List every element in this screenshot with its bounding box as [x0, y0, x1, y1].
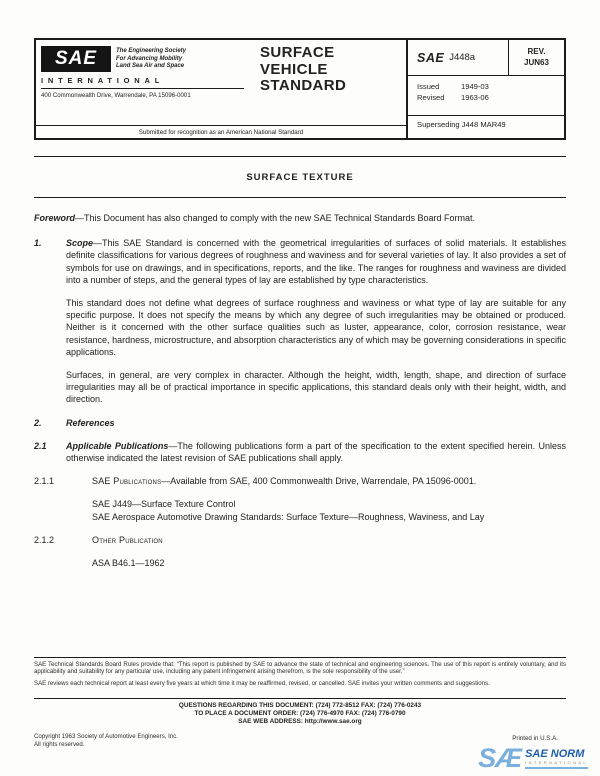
- section-applicable-publications: [34, 440, 566, 464]
- applicable-publications-label: Applicable Publications: [66, 440, 169, 451]
- publication-item: SAE Aerospace Automotive Drawing Standards: Surface Texture—Roughness, Waviness, and Lay: [92, 511, 485, 522]
- other-publication-label: Other Publication: [92, 534, 163, 545]
- header-main-area: [36, 40, 406, 138]
- revised-label: Revised: [417, 93, 445, 102]
- other-publication-list: [92, 557, 566, 569]
- superseding-note: Superseding J448 MAR49: [417, 120, 506, 129]
- international-label: INTERNATIONAL: [41, 76, 165, 85]
- order-line: TO PLACE A DOCUMENT ORDER: (724) 776-4970 FAX: (724) 776-0790: [194, 710, 406, 718]
- page-title: SURFACE TEXTURE: [34, 156, 566, 198]
- footer-contact-block: [34, 702, 566, 727]
- sae-norm-subtext: INTERNATIONAL: [525, 759, 588, 765]
- section-scope: [34, 237, 566, 405]
- footer-disclaimer: [34, 661, 566, 691]
- copyright-line: Copyright 1963 Society of Automotive Engineers, Inc.: [34, 733, 178, 740]
- revision-box: [508, 40, 564, 75]
- questions-line: QUESTIONS REGARDING THIS DOCUMENT: (724) 772-8512 FAX: (724) 776-0243: [178, 702, 422, 709]
- issued-label: Issued: [417, 82, 440, 91]
- sae-publications-text: —Available from SAE, 400 Commonwealth Drive, Warrendale, PA 15096-0001.: [161, 476, 477, 487]
- foreword-label: Foreword: [34, 213, 76, 223]
- foreword-paragraph: [34, 212, 566, 224]
- ansi-recognition-note: Submitted for recognition as an American National Standard: [36, 125, 406, 138]
- publication-item: ASA B46.1—1962: [92, 558, 165, 569]
- tagline-line-3: Land Sea Air and Space: [116, 63, 185, 69]
- sae-publication-list: [92, 498, 566, 522]
- doc-type-line-3: STANDARD: [260, 77, 347, 94]
- sae-tagline: [116, 46, 186, 71]
- scope-text-1: —This SAE Standard is concerned with the geometrical irregularities of surfaces of solid materials. It establishes definite classifications for various degrees of roughness and waviness and for several varieties of lay. It also provides a set of symbols for use on drawings, and in specifications, reports, and the like. The ranges for roughness and waviness are divided into a number of steps, and the general types of lay are established by type characteristics.: [66, 238, 566, 285]
- issue-history: [408, 76, 564, 116]
- sae-norm-logo: [478, 745, 588, 771]
- rev-value: JUN63: [524, 57, 549, 67]
- revised-date: 1963-06: [461, 93, 489, 102]
- document-number: [408, 40, 508, 75]
- sae-logo: SAE: [41, 46, 111, 72]
- sae-wordmark: SAE: [417, 50, 445, 65]
- applicable-publications-text: —The following publications form a part of the specification to the extent specified herein. Unless otherwise indicated the latest revision of SAE publications shall apply.: [66, 440, 566, 464]
- sae-publications-label: SAE Publications: [92, 476, 162, 487]
- footer-divider-top: [34, 657, 566, 658]
- applicable-publications-paragraph: [66, 440, 566, 464]
- rev-label: REV.: [527, 47, 546, 56]
- publication-item: SAE J449—Surface Texture Control: [92, 499, 236, 510]
- foreword-text: —This Document has also changed to comply with the new SAE Technical Standards Board Format.: [75, 213, 476, 223]
- section-number: 2.1.2: [34, 534, 55, 545]
- section-sae-publications: [34, 475, 566, 487]
- footer-divider-bottom: [34, 698, 566, 699]
- sae-norm-logo-glyph: SÆ: [478, 743, 522, 773]
- section-number: 2.: [34, 417, 42, 428]
- printed-in-usa: Printed in U.S.A.: [512, 735, 558, 742]
- section-other-publication: [34, 534, 566, 546]
- doc-number-value: J448a: [449, 52, 476, 63]
- sae-norm-wordmark: SAE NORM: [525, 747, 585, 760]
- header-right-column: [406, 40, 564, 138]
- web-address-line: SAE WEB ADDRESS: http://www.sae.org: [238, 718, 362, 726]
- scope-paragraph-2: This standard does not define what degrees of surface roughness and waviness or what type of lay are suitable for any specific purpose. It does not specify the means by which any degree of such irregularities may be obtained or produced. Neither is it concerned with the other surface qualities such as luster, appearance, color, corrosion resistance, wear resistance, hardness, microstructure, and absorption characteristics any of which may be governing considerations in specific applications.: [66, 298, 566, 357]
- sae-publications-paragraph: [92, 475, 566, 487]
- doc-type-line-1: SURFACE: [260, 44, 335, 61]
- references-label: References: [66, 417, 115, 428]
- section-number: 2.1.1: [34, 476, 55, 487]
- document-header: [34, 38, 566, 140]
- disclaimer-paragraph-2: SAE reviews each technical report at least every five years at which time it may be reaffirmed, revised, or cancelled. SAE invites your written comments and suggestions.: [34, 679, 490, 687]
- issued-date: 1949-03: [461, 82, 489, 91]
- sae-address: 400 Commonwealth Drive, Warrendale, PA 15096-0001: [41, 88, 244, 99]
- disclaimer-paragraph-1: SAE Technical Standards Board Rules provide that: “This report is published by SAE to advance the state of technical and engineering sciences. The use of this report is entirely voluntary, and its applicability and suitability for any particular use, including any patent infringement arising therefrom, is the sole responsibility of the user.”: [34, 661, 566, 676]
- doc-type-line-2: VEHICLE: [260, 60, 328, 78]
- tagline-line-2: For Advancing Mobility: [116, 55, 183, 62]
- document-type-title: [248, 40, 406, 125]
- tagline-line-1: The Engineering Society: [116, 48, 187, 54]
- section-number: 1.: [34, 238, 42, 249]
- scope-label: Scope: [66, 238, 94, 249]
- copyright-block: [34, 733, 178, 748]
- rights-line: All rights reserved.: [34, 740, 85, 748]
- document-body: [34, 212, 566, 580]
- scope-paragraph-3: Surfaces, in general, are very complex in character. Although the height, width, length, shape, and direction of surface irregularities may all be of practical importance in specific applications, this standard deals only with their height, width, and direction.: [66, 370, 566, 405]
- scope-paragraph-1: [66, 237, 566, 286]
- section-references: [34, 417, 566, 429]
- sae-logo-block: [36, 40, 248, 125]
- section-number: 2.1: [34, 440, 47, 451]
